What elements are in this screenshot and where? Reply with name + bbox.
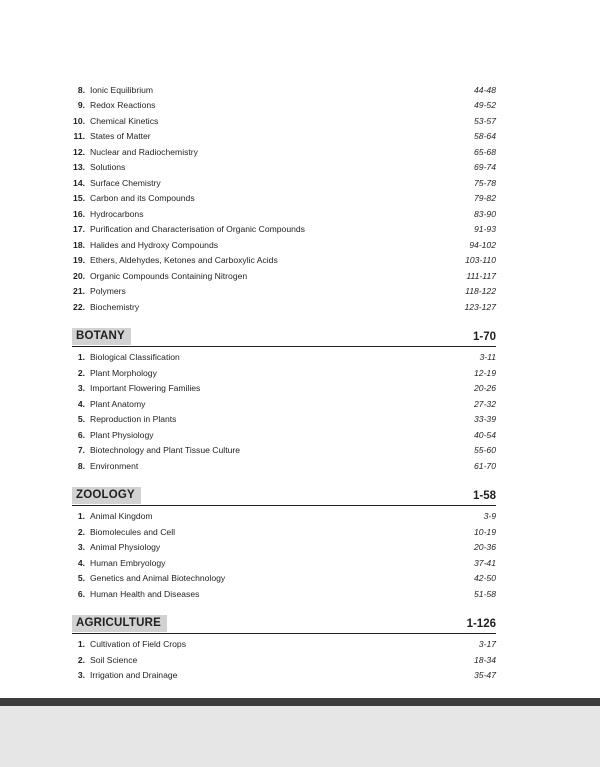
entry-title: Plant Anatomy bbox=[90, 398, 146, 409]
toc-entry[interactable] bbox=[72, 396, 496, 412]
entry-title: Hydrocarbons bbox=[90, 208, 144, 219]
entry-number: 2. bbox=[77, 526, 85, 537]
footer-gray-area bbox=[0, 706, 600, 767]
section-page-range: 1-58 bbox=[472, 489, 496, 502]
toc-entry[interactable] bbox=[72, 637, 496, 653]
entry-title: Surface Chemistry bbox=[90, 177, 161, 188]
entry-number: 8. bbox=[77, 84, 85, 95]
entry-pages: 111-117 bbox=[466, 270, 496, 281]
entry-number: 14. bbox=[73, 177, 85, 188]
entry-pages: 33-39 bbox=[474, 414, 496, 425]
entry-number: 5. bbox=[77, 573, 85, 584]
toc-entry[interactable] bbox=[72, 555, 496, 571]
entry-pages: 94-102 bbox=[469, 239, 496, 250]
entry-pages: 79-82 bbox=[474, 193, 496, 204]
entry-number: 21. bbox=[73, 286, 85, 297]
entry-pages: 3-9 bbox=[483, 511, 496, 522]
toc-entry[interactable] bbox=[72, 222, 496, 238]
entry-title: Chemical Kinetics bbox=[90, 115, 159, 126]
toc-entry[interactable] bbox=[72, 458, 496, 474]
toc-entry[interactable] bbox=[72, 365, 496, 381]
entry-number: 20. bbox=[73, 270, 85, 281]
entry-pages: 91-93 bbox=[474, 224, 496, 235]
entry-title: Biotechnology and Plant Tissue Culture bbox=[90, 445, 241, 456]
toc-entry[interactable] bbox=[72, 381, 496, 397]
entry-title: Purification and Characterisation of Organic Compounds bbox=[90, 224, 305, 235]
toc-entry[interactable] bbox=[72, 98, 496, 114]
section-agriculture bbox=[72, 615, 496, 692]
entry-title: Important Flowering Families bbox=[90, 383, 201, 394]
entry-title: Animal Physiology bbox=[90, 542, 161, 553]
entry-number: 5. bbox=[77, 414, 85, 425]
toc-entry[interactable] bbox=[72, 524, 496, 540]
entry-number: 17. bbox=[73, 224, 85, 235]
toc-entry[interactable] bbox=[72, 540, 496, 556]
entry-pages: 12-19 bbox=[474, 367, 496, 378]
entry-number: 1. bbox=[77, 639, 85, 650]
entry-title: Human Health and Diseases bbox=[90, 588, 200, 599]
entry-number: 16. bbox=[73, 208, 85, 219]
entry-pages: 83-90 bbox=[474, 208, 496, 219]
entry-pages: 44-48 bbox=[474, 84, 496, 95]
toc-entry[interactable] bbox=[72, 284, 496, 300]
section-zoology bbox=[72, 487, 496, 610]
toc-entry[interactable] bbox=[72, 427, 496, 443]
entry-title: Reproduction in Plants bbox=[90, 414, 177, 425]
entry-title: Organic Compounds Containing Nitrogen bbox=[90, 270, 248, 281]
toc-entry[interactable] bbox=[72, 586, 496, 602]
toc-entry[interactable] bbox=[72, 129, 496, 145]
entry-pages: 61-70 bbox=[474, 460, 496, 471]
entry-title: Human Embryology bbox=[90, 557, 166, 568]
entry-pages: 49-52 bbox=[474, 100, 496, 111]
entry-title: Nuclear and Radiochemistry bbox=[90, 146, 198, 157]
entry-number: 13. bbox=[73, 162, 85, 173]
entry-title: Animal Kingdom bbox=[90, 511, 153, 522]
entry-title: Biochemistry bbox=[90, 301, 140, 312]
entry-number: 9. bbox=[77, 100, 85, 111]
entry-pages: 20-26 bbox=[474, 383, 496, 394]
entry-title: Halides and Hydroxy Compounds bbox=[90, 239, 219, 250]
toc-entry[interactable] bbox=[72, 175, 496, 191]
entry-pages: 69-74 bbox=[474, 162, 496, 173]
entry-number: 4. bbox=[77, 398, 85, 409]
entry-pages: 118-122 bbox=[465, 286, 496, 297]
toc-entry[interactable] bbox=[72, 268, 496, 284]
section-header[interactable] bbox=[72, 487, 496, 506]
entry-number: 7. bbox=[77, 445, 85, 456]
section-page-range: 1-126 bbox=[466, 617, 496, 630]
entry-pages: 40-54 bbox=[474, 429, 496, 440]
entry-number: 1. bbox=[77, 511, 85, 522]
section-header[interactable] bbox=[72, 615, 496, 634]
entry-number: 3. bbox=[77, 670, 85, 681]
entry-title: Ethers, Aldehydes, Ketones and Carboxylic Acids bbox=[90, 255, 278, 266]
toc-entry[interactable] bbox=[72, 299, 496, 315]
section-title: AGRICULTURE bbox=[72, 615, 167, 632]
entry-pages: 18-34 bbox=[474, 654, 496, 665]
section-title: BOTANY bbox=[72, 328, 131, 345]
entry-number: 2. bbox=[77, 654, 85, 665]
entry-pages: 3-11 bbox=[479, 352, 496, 363]
entry-title: Plant Morphology bbox=[90, 367, 157, 378]
toc-entry[interactable] bbox=[72, 509, 496, 525]
toc-entry[interactable] bbox=[72, 206, 496, 222]
entry-number: 4. bbox=[77, 557, 85, 568]
toc-entry[interactable] bbox=[72, 160, 496, 176]
toc-entry[interactable] bbox=[72, 144, 496, 160]
entry-title: Environment bbox=[90, 460, 139, 471]
toc-entry[interactable] bbox=[72, 191, 496, 207]
entry-title: Genetics and Animal Biotechnology bbox=[90, 573, 226, 584]
section-botany bbox=[72, 328, 496, 482]
entry-title: Cultivation of Field Crops bbox=[90, 639, 187, 650]
table-of-contents bbox=[72, 82, 496, 691]
entry-number: 18. bbox=[73, 239, 85, 250]
section-header[interactable] bbox=[72, 328, 496, 347]
toc-entry[interactable] bbox=[72, 253, 496, 269]
entry-number: 22. bbox=[73, 301, 85, 312]
entry-number: 3. bbox=[77, 542, 85, 553]
entry-title: Carbon and its Compounds bbox=[90, 193, 195, 204]
entry-number: 15. bbox=[73, 193, 85, 204]
entry-title: States of Matter bbox=[90, 131, 151, 142]
toc-entry[interactable] bbox=[72, 412, 496, 428]
entry-title: Polymers bbox=[90, 286, 126, 297]
sections-container bbox=[72, 328, 496, 692]
toc-entry[interactable] bbox=[72, 237, 496, 253]
toc-entry[interactable] bbox=[72, 668, 496, 684]
entry-number: 3. bbox=[77, 383, 85, 394]
entry-pages: 10-19 bbox=[474, 526, 496, 537]
entry-number: 6. bbox=[77, 588, 85, 599]
section-page-range: 1-70 bbox=[472, 330, 496, 343]
entry-pages: 27-32 bbox=[474, 398, 496, 409]
entry-title: Redox Reactions bbox=[90, 100, 156, 111]
entry-title: Biological Classification bbox=[90, 352, 180, 363]
entry-title: Solutions bbox=[90, 162, 126, 173]
entry-pages: 37-41 bbox=[474, 557, 496, 568]
entry-pages: 55-60 bbox=[474, 445, 496, 456]
entry-title: Soil Science bbox=[90, 654, 138, 665]
entry-number: 2. bbox=[77, 367, 85, 378]
chemistry-list bbox=[72, 82, 496, 315]
entry-pages: 3-17 bbox=[478, 639, 496, 650]
toc-entry[interactable] bbox=[72, 113, 496, 129]
entry-pages: 53-57 bbox=[474, 115, 496, 126]
section-title: ZOOLOGY bbox=[72, 487, 141, 504]
entry-number: 11. bbox=[73, 131, 85, 142]
toc-entry[interactable] bbox=[72, 350, 496, 366]
entry-number: 12. bbox=[73, 146, 85, 157]
toc-entry[interactable] bbox=[72, 443, 496, 459]
entry-number: 19. bbox=[73, 255, 85, 266]
entry-title: Irrigation and Drainage bbox=[90, 670, 178, 681]
entry-pages: 65-68 bbox=[474, 146, 496, 157]
entry-number: 8. bbox=[77, 460, 85, 471]
entry-number: 1. bbox=[77, 352, 85, 363]
entry-pages: 123-127 bbox=[464, 301, 496, 312]
entry-pages: 20-36 bbox=[474, 542, 496, 553]
entry-number: 6. bbox=[77, 429, 85, 440]
entry-title: Ionic Equilibrium bbox=[90, 84, 154, 95]
entry-pages: 35-47 bbox=[474, 670, 496, 681]
toc-entry[interactable] bbox=[72, 652, 496, 668]
entry-title: Biomolecules and Cell bbox=[90, 526, 176, 537]
entry-pages: 42-50 bbox=[474, 573, 496, 584]
entry-pages: 58-64 bbox=[474, 131, 496, 142]
entry-title: Plant Physiology bbox=[90, 429, 154, 440]
toc-entry[interactable] bbox=[72, 82, 496, 98]
footer-dark-bar bbox=[0, 698, 600, 706]
entry-pages: 75-78 bbox=[474, 177, 496, 188]
entry-number: 10. bbox=[73, 115, 85, 126]
entry-pages: 103-110 bbox=[465, 255, 496, 266]
entry-pages: 51-58 bbox=[474, 588, 496, 599]
toc-entry[interactable] bbox=[72, 571, 496, 587]
